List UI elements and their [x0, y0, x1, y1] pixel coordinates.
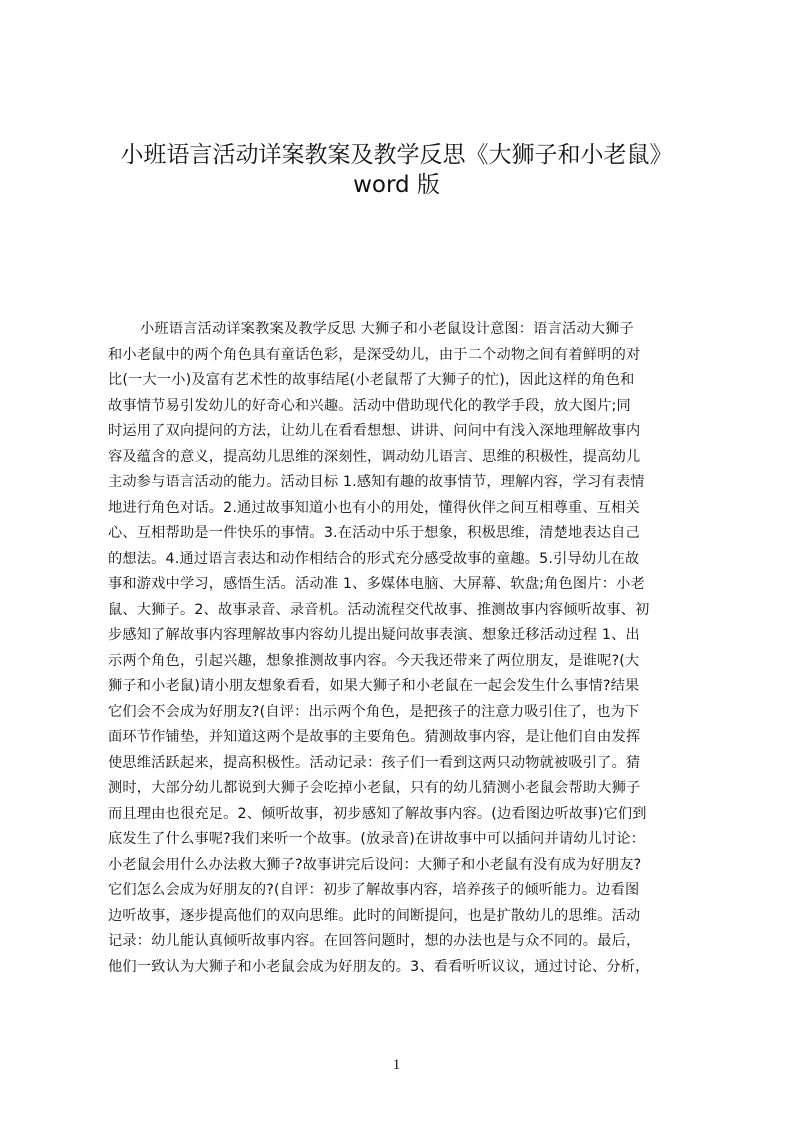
body-line: 的想法。4.通过语言表达和动作相结合的形式充分感受故事的童趣。5.引导幼儿在故: [108, 550, 640, 567]
body-paragraph: [108, 317, 698, 980]
body-line: 底发生了什么事呢?我们来听一个故事。(放录音)在讲故事中可以插问并请幼儿讨论：: [108, 831, 646, 847]
body-line: 而且理由也很充足。2、倾听故事，初步感知了解故事内容。(边看图边听故事)它们到: [108, 805, 647, 822]
body-line: 地进行角色对话。2.通过故事知道小也有小的用处，懂得伙伴之间互相尊重、互相关: [108, 499, 640, 516]
body-line: 心、互相帮助是一件快乐的事情。3.在活动中乐于想象，积极思维，清楚地表达自己: [108, 525, 640, 541]
body-line: 示两个角色，引起兴趣，想象推测故事内容。今天我还带来了两位朋友，是谁呢?(大: [108, 652, 640, 669]
body-line: 狮子和小老鼠)请小朋友想象看看，如果大狮子和小老鼠在一起会发生什么事情?结果: [108, 678, 640, 694]
body-line: 步感知了解故事内容理解故事内容幼儿提出疑问故事表演、想象迁移活动过程 1、出: [108, 627, 640, 643]
body-line: 使思维活跃起来，提高积极性。活动记录：孩子们一看到这两只动物就被吸引了。猜: [108, 754, 641, 771]
document-title: [70, 140, 723, 200]
body-line: 鼠、大狮子。2、故事录音、录音机。活动流程交代故事、推测故事内容倾听故事、初: [108, 601, 650, 618]
body-line: 故事情节易引发幼儿的好奇心和兴趣。活动中借助现代化的教学手段，放大图片;同: [108, 397, 631, 414]
body-line: 比(一大一小)及富有艺术性的故事结尾(小老鼠帮了大狮子的忙)，因此这样的角色和: [108, 372, 635, 388]
body-line: 记录：幼儿能认真倾听故事内容。在回答问题时，想的办法也是与众不同的。最后，: [108, 933, 641, 949]
body-line: 面环节作铺垫，并知道这两个是故事的主要角色。猜测故事内容，是让他们自由发挥: [108, 729, 641, 745]
body-line: 他们一致认为大狮子和小老鼠会成为好朋友的。3、看看听听议议，通过讨论、分析，: [108, 958, 650, 975]
body-line: 它们会不会成为好朋友?(自评：出示两个角色，是把孩子的注意力吸引住了，也为下: [108, 703, 640, 720]
body-line: 它们怎么会成为好朋友的?(自评：初步了解故事内容，培养孩子的倾听能力。边看图: [108, 882, 640, 898]
body-line: 边听故事，逐步提高他们的双向思维。此时的间断提问，也是扩散幼儿的思维。活动: [108, 907, 641, 924]
title-line-1: 小班语言活动详案教案及教学反思《大狮子和小老鼠》: [120, 142, 673, 168]
body-line: 小班语言活动详案教案及教学反思 大狮子和小老鼠设计意图：语言活动大狮子: [140, 321, 634, 337]
body-line: 时运用了双向提问的方法，让幼儿在看看想想、讲讲、问问中有浅入深地理解故事内: [108, 423, 641, 439]
title-line-2: word 版: [353, 172, 440, 198]
body-line: 主动参与语言活动的能力。活动目标 1.感知有趣的故事情节，理解内容，学习有表情: [108, 474, 645, 490]
body-line: 小老鼠会用什么办法救大狮子?故事讲完后设问：大狮子和小老鼠有没有成为好朋友?: [108, 856, 642, 873]
body-line: 容及蕴含的意义，提高幼儿思维的深刻性，调动幼儿语言、思维的积极性，提高幼儿: [108, 448, 641, 465]
body-line: 测时，大部分幼儿都说到大狮子会吃掉小老鼠，只有的幼儿猜测小老鼠会帮助大狮子: [108, 780, 641, 796]
body-line: 和小老鼠中的两个角色具有童话色彩，是深受幼儿，由于二个动物之间有着鲜明的对: [108, 346, 641, 363]
page-number: 1: [392, 1057, 401, 1073]
body-line: 事和游戏中学习，感悟生活。活动准 1、多媒体电脑、大屏幕、软盘;角色图片：小老: [108, 576, 645, 592]
